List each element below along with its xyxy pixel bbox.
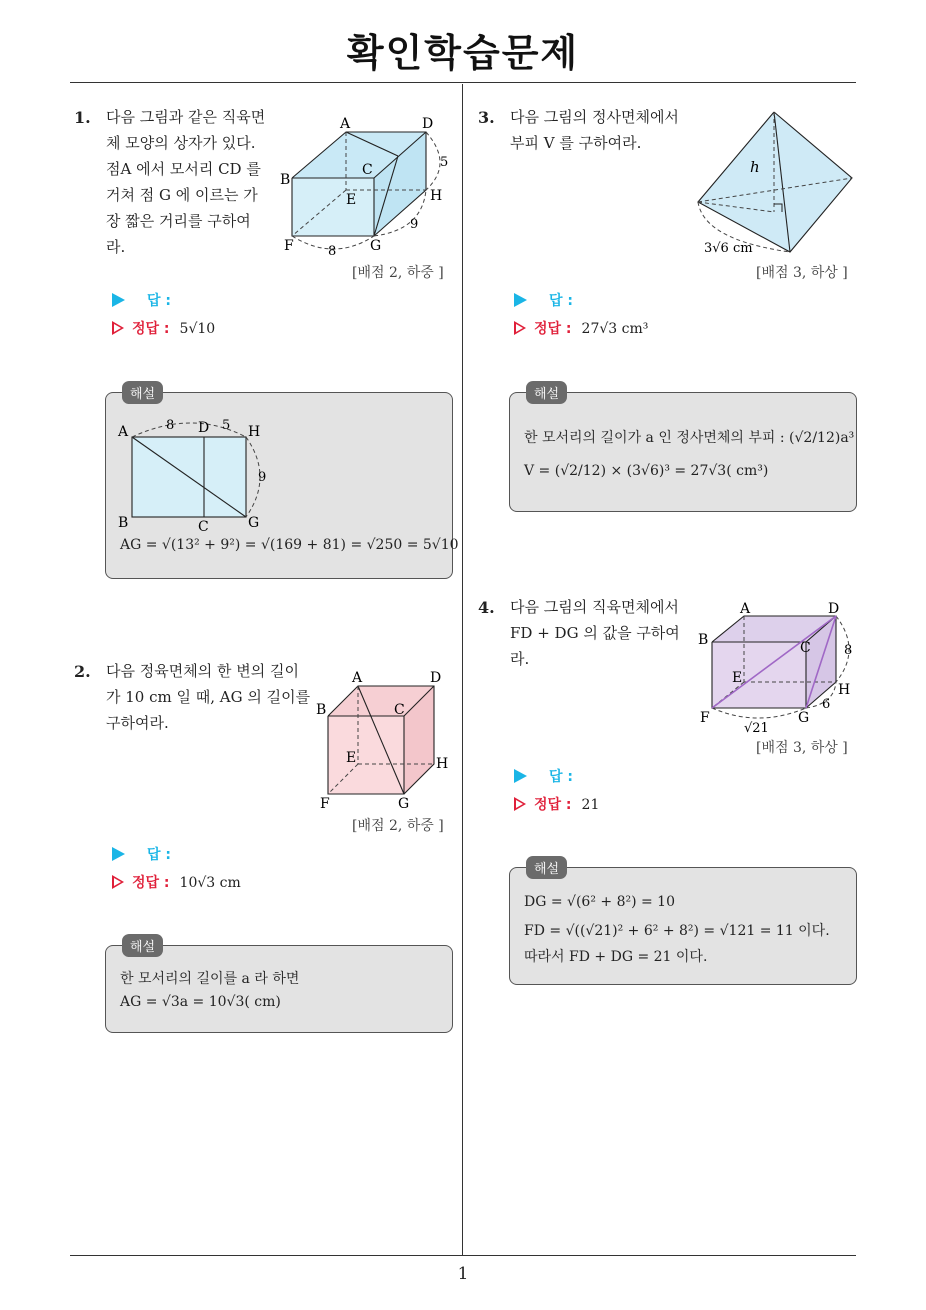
q3-number: 3. bbox=[478, 108, 495, 127]
q3-line: 부피 V 를 구하여라. bbox=[510, 134, 642, 152]
q3-solution-line: V = (√2/12) × (3√6)³ = 27√3( cm³) bbox=[524, 463, 769, 479]
q1-label-5: 5 bbox=[440, 155, 449, 170]
play-icon bbox=[514, 769, 527, 783]
q4-score: [배점 3, 하상 ] bbox=[756, 740, 848, 756]
q4-label-8: 8 bbox=[844, 643, 853, 658]
q2-text bbox=[106, 658, 310, 736]
q1-answer-prompt: 답 : bbox=[112, 290, 171, 310]
q2-line: 다음 정육면체의 한 변의 길이 bbox=[106, 662, 299, 680]
q4-solution-line: DG = √(6² + 8²) = 10 bbox=[524, 894, 675, 910]
column-divider bbox=[462, 84, 463, 1256]
q1-text bbox=[106, 104, 265, 260]
q3-label-edge: 3√6 cm bbox=[704, 241, 753, 256]
q4-line: 라. bbox=[510, 650, 530, 668]
q1-sol-label-g: G bbox=[248, 515, 260, 531]
q1-sol-label-8: 8 bbox=[166, 418, 175, 433]
q3-line: 다음 그림의 정사면체에서 bbox=[510, 108, 679, 126]
q4-label-f: F bbox=[700, 710, 710, 726]
q4-label-c: C bbox=[800, 640, 811, 656]
q1-label-f: F bbox=[284, 238, 294, 254]
q1-figure bbox=[278, 112, 453, 260]
q2-score: [배점 2, 하중 ] bbox=[352, 818, 444, 834]
q1-solution-box bbox=[105, 387, 459, 579]
q1-sol-label-c: C bbox=[198, 519, 209, 531]
q1-line: 체 모양의 상자가 있다. bbox=[106, 134, 256, 152]
q4-solution-box bbox=[509, 862, 857, 985]
q4-solution-line: FD = √((√21)² + 6² + 8²) = √121 = 11 이다. bbox=[524, 923, 830, 939]
q1-label-h: H bbox=[430, 188, 443, 204]
q1-number: 1. bbox=[74, 108, 91, 127]
q1-label-b: B bbox=[280, 172, 291, 188]
q4-number: 4. bbox=[478, 598, 495, 617]
q2-answer-prompt: 답 : bbox=[112, 844, 171, 864]
q1-sol-label-9: 9 bbox=[258, 470, 267, 485]
q4-line: FD + DG 의 값을 구하여 bbox=[510, 624, 680, 642]
q1-label-c: C bbox=[362, 162, 373, 178]
q1-line: 라. bbox=[106, 238, 126, 256]
solution-tag: 해설 bbox=[122, 934, 163, 957]
q2-label-e: E bbox=[346, 750, 357, 766]
q4-correct-answer: 정답 : 21 bbox=[514, 794, 599, 814]
q1-label-d: D bbox=[422, 116, 434, 132]
q2-label-a: A bbox=[352, 670, 363, 686]
q4-label-h: H bbox=[838, 682, 851, 698]
outline-triangle-icon bbox=[112, 875, 124, 889]
q2-label-f: F bbox=[320, 796, 330, 812]
q2-solution-line: 한 모서리의 길이를 a 라 하면 bbox=[120, 971, 300, 987]
q1-label-9: 9 bbox=[410, 217, 419, 232]
q2-solution-box bbox=[105, 940, 453, 1033]
q1-label-g: G bbox=[370, 238, 382, 254]
q2-label-g: G bbox=[398, 796, 410, 812]
q1-sol-label-h: H bbox=[248, 424, 261, 440]
q4-label-6: 6 bbox=[822, 697, 831, 712]
q2-label-d: D bbox=[430, 670, 442, 686]
q3-figure bbox=[690, 104, 860, 260]
q4-label-e: E bbox=[732, 670, 743, 686]
q2-line: 가 10 cm 일 때, AG 의 길이를 bbox=[106, 688, 311, 706]
play-icon bbox=[112, 293, 125, 307]
q1-line: 장 짧은 거리를 구하여 bbox=[106, 212, 251, 230]
q1-sol-label-b: B bbox=[118, 515, 129, 531]
q4-figure bbox=[694, 600, 862, 740]
q4-label-g: G bbox=[798, 710, 810, 726]
q1-line: 점A 에서 모서리 CD 를 bbox=[106, 160, 261, 178]
play-icon bbox=[514, 293, 527, 307]
q2-solution-line: AG = √3a = 10√3( cm) bbox=[120, 994, 281, 1010]
page-number: 1 bbox=[457, 1264, 469, 1284]
q1-sol-label-d: D bbox=[198, 420, 210, 436]
q2-label-c: C bbox=[394, 702, 405, 718]
q2-figure bbox=[312, 666, 457, 814]
q4-label-b: B bbox=[698, 632, 709, 648]
q3-answer-prompt: 답 : bbox=[514, 290, 573, 310]
q1-sol-label-a: A bbox=[118, 424, 129, 440]
q2-label-h: H bbox=[436, 756, 449, 772]
q3-solution-box bbox=[509, 387, 857, 512]
q1-solution-figure bbox=[114, 413, 284, 531]
q1-label-8: 8 bbox=[328, 244, 337, 259]
q4-answer-prompt: 답 : bbox=[514, 766, 573, 786]
play-icon bbox=[112, 847, 125, 861]
outline-triangle-icon bbox=[514, 797, 526, 811]
outline-triangle-icon bbox=[514, 321, 526, 335]
q4-text bbox=[510, 594, 680, 672]
q3-label-h: h bbox=[750, 158, 760, 176]
q4-line: 다음 그림의 직육면체에서 bbox=[510, 598, 679, 616]
footer-rule bbox=[70, 1255, 856, 1256]
q1-line: 거쳐 점 G 에 이르는 가 bbox=[106, 186, 258, 204]
page-title: 확인학습문제 bbox=[346, 31, 580, 75]
q1-score: [배점 2, 하중 ] bbox=[352, 265, 444, 281]
q4-label-d: D bbox=[828, 601, 840, 617]
q2-number: 2. bbox=[74, 662, 91, 681]
q3-score: [배점 3, 하상 ] bbox=[756, 265, 848, 281]
q1-correct-answer: 정답 : 5√10 bbox=[112, 318, 215, 338]
q3-solution-line: 한 모서리의 길이가 a 인 정사면체의 부피 : (√2/12)a³ bbox=[524, 430, 855, 446]
solution-tag: 해설 bbox=[526, 381, 567, 404]
q4-label-a: A bbox=[740, 601, 751, 617]
q2-correct-answer: 정답 : 10√3 cm bbox=[112, 872, 241, 892]
q2-line: 구하여라. bbox=[106, 714, 169, 732]
q1-label-a: A bbox=[340, 116, 351, 132]
q1-line: 다음 그림과 같은 직육면 bbox=[106, 108, 266, 126]
q1-solution-line: AG = √(13² + 9²) = √(169 + 81) = √250 = 5√10 bbox=[120, 537, 459, 553]
q3-text bbox=[510, 104, 679, 156]
q4-label-sqrt21: √21 bbox=[744, 721, 769, 736]
solution-tag: 해설 bbox=[526, 856, 567, 879]
header-rule bbox=[70, 82, 856, 83]
q3-correct-answer: 정답 : 27√3 cm³ bbox=[514, 318, 648, 338]
outline-triangle-icon bbox=[112, 321, 124, 335]
q4-solution-line: 따라서 FD + DG = 21 이다. bbox=[524, 949, 708, 965]
q2-label-b: B bbox=[316, 702, 327, 718]
q1-label-e: E bbox=[346, 192, 357, 208]
q1-sol-label-5: 5 bbox=[222, 418, 231, 433]
solution-tag: 해설 bbox=[122, 381, 163, 404]
